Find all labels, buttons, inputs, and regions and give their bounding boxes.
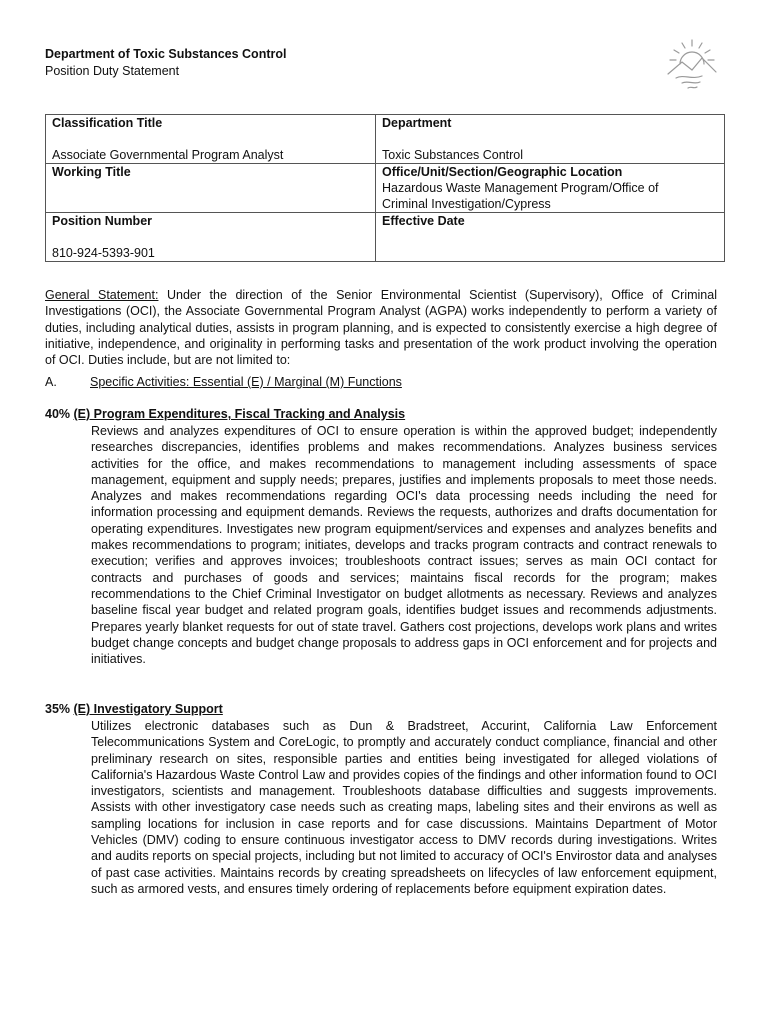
department-value: Toxic Substances Control bbox=[382, 148, 524, 162]
section-text: Reviews and analyzes expenditures of OCI to ensure operation is within the approved budget; independently researches discrepancies, identifies problems and makes recommendations. Analyzes business services activities for the office, and makes recommendations to management including assessments of space management, equipment and supply needs; prepares, justifies and implements proposals to meet those needs. Analyzes and makes recommendations regarding OCI's data processing needs including the need for information processing and equipment demands. Reviews the requests, authorizes and drafts documentation for operating expenditures. Investigates new program equipment/services and expenses and analyzes benefits and makes recommendations to program; initiates, develops and tracks program contracts and contract renewals to execution; verifies and approves invoices; troubleshoots contract issues; serves as main OCI contact for contracts and purchases of goods and services; maintains fiscal records for the program; makes recommendations to the Chief Criminal Investigator on budget allotments as necessary. Reviews and analyzes baseline fiscal year budget and related program goals, identifies budget issues and recommends adjustments. Prepares yearly blanket requests for out of state travel. Gathers cost projections, develops work plans and writes budget change concepts and budget change proposals to address gaps in OCI enforcement and for projects and initiatives. bbox=[91, 424, 717, 667]
organization-name: Department of Toxic Substances Control bbox=[45, 47, 287, 61]
office-value: Hazardous Waste Management Program/Office of Criminal Investigation/Cypress bbox=[382, 181, 659, 211]
office-cell bbox=[376, 164, 725, 213]
department-label: Department bbox=[382, 116, 452, 130]
position-number-value: 810-924-5393-901 bbox=[52, 246, 155, 260]
working-title-cell bbox=[46, 164, 376, 213]
activities-heading bbox=[45, 375, 717, 389]
office-label: Office/Unit/Section/Geographic Location bbox=[382, 165, 623, 179]
working-title-label: Working Title bbox=[52, 165, 131, 179]
section-heading bbox=[45, 407, 717, 421]
position-number-cell bbox=[46, 213, 376, 262]
activities-letter: A. bbox=[45, 375, 57, 389]
section-text: Utilizes electronic databases such as Dun & Bradstreet, Accurint, California Law Enforcement Telecommunications System and CoreLogic, to promptly and accurately conduct compliance, financial and other preliminary research on sites, responsible parties and entities being investigated for alleged violations of California's Hazardous Waste Control Law and provides copies of the findings and other information found to OCI investigators, scientists and management. Troubleshoots database difficulties and suggests improvements. Assists with other investigatory case needs such as creating maps, labeling sites and their environs as well as sampling locations for inclusion in case reports and for case discussions. Maintains Department of Motor Vehicles (DMV) coding to ensure continuous investigator access to DMV records during investigations. Writes and audits reports on special projects, including but not limited to accuracy of OCI's Envirostor data and analyses of past case activities. Maintains records by creating spreadsheets on lifecycles of law enforcement equipment, such as armored vests, and ensures timely ordering of replacements before equipment expiration dates. bbox=[91, 719, 717, 896]
section-percent: 40% bbox=[45, 407, 71, 421]
section-title: (E) Program Expenditures, Fiscal Tracking and Analysis bbox=[73, 407, 406, 421]
department-cell bbox=[376, 115, 725, 164]
section-heading bbox=[45, 702, 717, 716]
effective-date-label: Effective Date bbox=[382, 214, 465, 228]
classification-title-label: Classification Title bbox=[52, 116, 163, 130]
section-title: (E) Investigatory Support bbox=[73, 702, 223, 716]
position-number-label: Position Number bbox=[52, 214, 153, 228]
section-percent: 35% bbox=[45, 702, 71, 716]
position-info-table bbox=[45, 114, 725, 262]
classification-title-value: Associate Governmental Program Analyst bbox=[52, 148, 284, 162]
general-statement bbox=[45, 287, 717, 368]
document-header bbox=[45, 46, 286, 80]
classification-cell bbox=[46, 115, 376, 164]
general-statement-text: Under the direction of the Senior Environmental Scientist (Supervisory), Office of Criminal Investigations (OCI), the Associate Governmental Program Analyst (AGPA) works independently to perform a variety of duties, including analytical duties, assists in program planning, and is expected to consistently exercise a high degree of initiative, independence, and originality in performing tasks and presentation of the work product involving the operation of OCI. Duties include, but are not limited to: bbox=[45, 288, 717, 368]
general-statement-label: General Statement: bbox=[45, 288, 159, 302]
sun-mountains-logo-icon bbox=[662, 34, 722, 96]
document-type: Position Duty Statement bbox=[45, 64, 180, 78]
effective-date-cell bbox=[376, 213, 725, 262]
activities-heading-text: Specific Activities: Essential (E) / Marginal (M) Functions bbox=[90, 375, 402, 389]
